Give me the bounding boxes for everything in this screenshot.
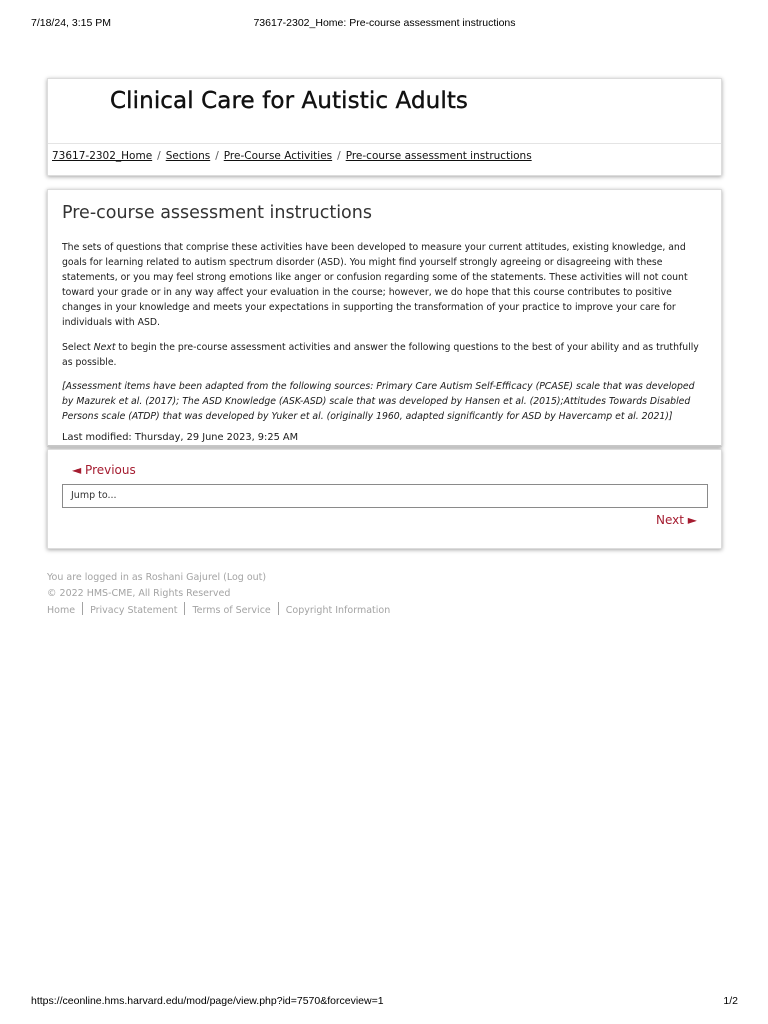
next-activity-link[interactable]: Next ► (656, 513, 697, 527)
activity-navigation (47, 449, 722, 549)
page-title: Pre-course assessment instructions (62, 203, 372, 223)
breadcrumb-item-sections[interactable]: Sections (165, 150, 211, 162)
footer-link-terms[interactable]: Terms of Service (192, 605, 271, 616)
print-page-count: 1/2 (723, 995, 738, 1007)
instruction-text-start: Select (62, 341, 94, 353)
breadcrumb-separator: / (337, 150, 341, 162)
copyright: © 2022 HMS-CME, All Rights Reserved (47, 588, 231, 599)
footer-link-home[interactable]: Home (47, 605, 76, 616)
jump-to-select[interactable]: Jump to... (62, 484, 708, 508)
course-title: Clinical Care for Autistic Adults (110, 88, 469, 114)
footer-link-privacy[interactable]: Privacy Statement (90, 605, 178, 616)
print-url: https://ceonline.hms.harvard.edu/mod/page/view.php?id=7570&forceview=1 (31, 995, 384, 1007)
breadcrumb-separator: / (157, 150, 161, 162)
footer-divider (278, 602, 279, 615)
login-info[interactable]: You are logged in as Roshani Gajurel (Log out) (47, 572, 267, 583)
previous-activity-link[interactable]: ◄ Previous (72, 463, 136, 477)
breadcrumb-item-pre-course-activities[interactable]: Pre-Course Activities (223, 150, 333, 162)
footer-links (47, 602, 390, 619)
sources-paragraph (62, 379, 708, 424)
course-header (47, 78, 722, 176)
sources-text: [Assessment items have been adapted from the following sources: Primary Care Autism Self-Efficacy (PCASE) scale that was developed by Mazurek et al. (2017); The ASD Knowledge (ASK-ASD) scale that was developed by Hansen et al. (2015);Attitudes Towards Disabled Persons scale (ATDP) that was developed by Yuker et al. (originally 1960, adapted significantly for ASD by Havercamp et al. 2021)] (62, 380, 695, 422)
breadcrumb-separator: / (215, 150, 219, 162)
page-content (47, 189, 722, 447)
page-body (62, 240, 708, 433)
footer-divider (184, 602, 185, 615)
print-footer (31, 995, 738, 1009)
intro-paragraph: The sets of questions that comprise these activities have been developed to measure your current attitudes, existing knowledge, and goals for learning related to autism spectrum disorder (ASD). You might find yourself strongly agreeing or disagreeing with these statements, or you may feel strong emotions like anger or confusion regarding some of the statements. These activities will not count toward your grade or in any way affect your evaluation in the course; however, we do hope that this course contributes to positive changes in your knowledge and meets your expectations in supporting the transformation of your practice to improve your care for individuals with ASD. (62, 242, 688, 329)
print-document-title: 73617-2302_Home: Pre-course assessment instructions (253, 17, 516, 29)
print-datetime: 7/18/24, 3:15 PM (31, 17, 111, 29)
instruction-text-end: to begin the pre-course assessment activities and answer the following questions to the best of your ability and as truthfully as possible. (62, 341, 699, 368)
site-footer (47, 570, 390, 619)
breadcrumb (48, 143, 721, 176)
footer-link-copyright[interactable]: Copyright Information (285, 605, 391, 616)
instruction-next-emphasis: Next (93, 341, 116, 353)
instruction-paragraph (62, 340, 708, 370)
breadcrumb-item-home[interactable]: 73617-2302_Home (52, 150, 153, 162)
last-modified: Last modified: Thursday, 29 June 2023, 9:25 AM (62, 432, 299, 443)
breadcrumb-item-current-page[interactable]: Pre-course assessment instructions (345, 150, 532, 162)
footer-divider (82, 602, 83, 615)
print-header (31, 17, 738, 31)
